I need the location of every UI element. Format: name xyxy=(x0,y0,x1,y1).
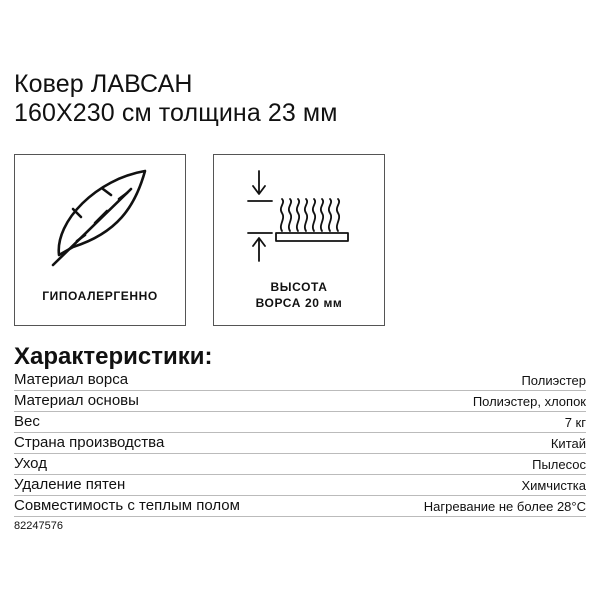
spec-row xyxy=(14,433,586,454)
pile-height-badge xyxy=(213,154,385,326)
hypoallergenic-badge xyxy=(14,154,186,326)
spec-row xyxy=(14,370,586,391)
spec-value: Химчистка xyxy=(521,478,586,493)
product-title xyxy=(14,70,338,128)
spec-value: Полиэстер, хлопок xyxy=(472,394,586,409)
spec-row xyxy=(14,475,586,496)
spec-row xyxy=(14,391,586,412)
specs-heading: Характеристики: xyxy=(14,343,213,370)
spec-label: Материал ворса xyxy=(14,371,129,388)
spec-label: Вес xyxy=(14,413,40,430)
spec-value: Пылесос xyxy=(532,457,586,472)
spec-label: Удаление пятен xyxy=(14,476,126,493)
spec-row xyxy=(14,454,586,475)
spec-value: Нагревание не более 28°C xyxy=(423,499,586,514)
spec-label: Совместимость с теплым полом xyxy=(14,497,240,514)
spec-value: 7 кг xyxy=(564,415,586,430)
spec-row xyxy=(14,412,586,433)
badge-caption: ГИПОАЛЕРГЕННО xyxy=(42,289,158,303)
spec-row xyxy=(14,496,586,517)
spec-label: Уход xyxy=(14,455,47,472)
spec-label: Страна производства xyxy=(14,434,165,451)
specs-table xyxy=(14,370,586,517)
product-title-line-1: Ковер ЛАВСАН xyxy=(14,70,193,98)
product-sku: 82247576 xyxy=(14,520,63,532)
spec-label: Материал основы xyxy=(14,392,139,409)
spec-value: Китай xyxy=(550,436,586,451)
badge-caption: ВЫСОТА ВОРСА 20 мм xyxy=(255,280,343,310)
product-title-line-2: 160Х230 см толщина 23 мм xyxy=(14,99,338,127)
spec-value: Полиэстер xyxy=(521,373,586,388)
